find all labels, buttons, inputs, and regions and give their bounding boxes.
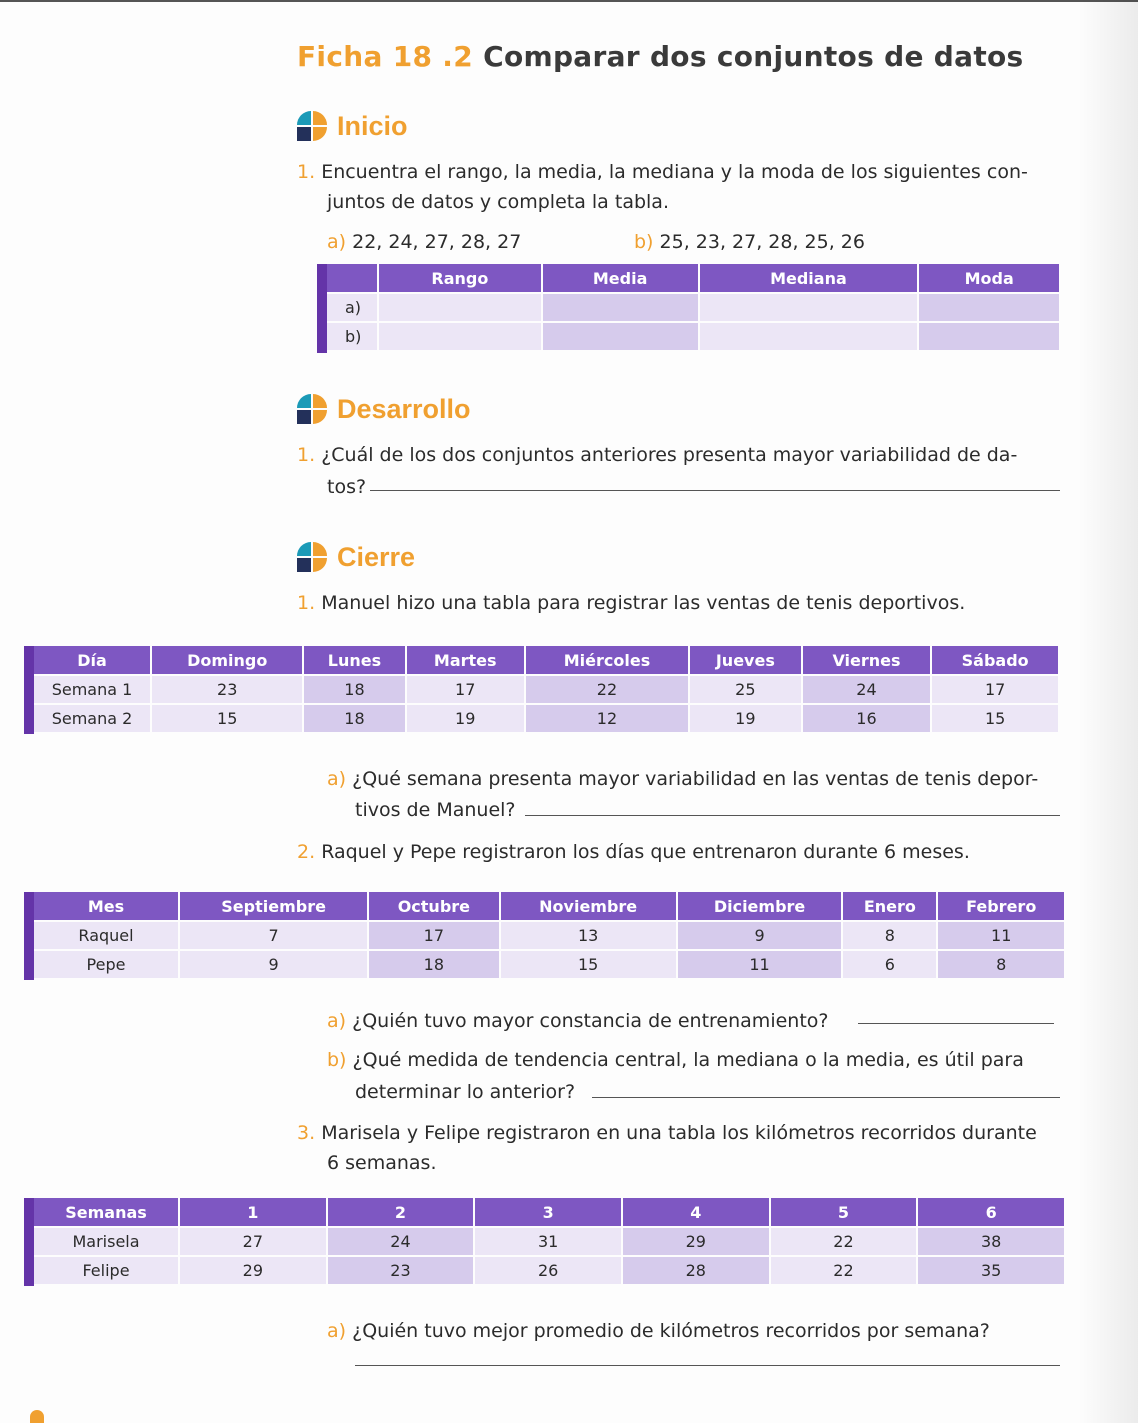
cell: 18 xyxy=(304,705,404,732)
question-text: ¿Qué medida de tendencia central, la mediana o la media, es útil para xyxy=(352,1049,1024,1071)
answer-cell[interactable] xyxy=(543,294,698,321)
question-text: ¿Qué semana presenta mayor variabilidad en las ventas de tenis depor- xyxy=(352,768,1039,790)
question-text: Raquel y Pepe registraron los días que entrenaron durante 6 meses. xyxy=(321,841,970,863)
table-row xyxy=(34,951,1064,978)
table-row xyxy=(34,705,1058,732)
row-label: Raquel xyxy=(34,922,178,949)
question-number: 1. xyxy=(297,444,316,466)
subquestion-label: b) xyxy=(327,1049,347,1071)
page-title xyxy=(297,40,1024,73)
cell: 27 xyxy=(180,1228,326,1255)
cell: 19 xyxy=(690,705,801,732)
cell: 15 xyxy=(152,705,302,732)
cell: 8 xyxy=(938,951,1064,978)
set-a-label: a) xyxy=(327,231,347,253)
row-label: Semana 2 xyxy=(34,705,150,732)
table-row xyxy=(34,922,1064,949)
cell: 16 xyxy=(803,705,931,732)
cell: 6 xyxy=(843,951,936,978)
header-mediana: Mediana xyxy=(700,264,918,292)
cell: 29 xyxy=(180,1257,326,1284)
row-label: Pepe xyxy=(34,951,178,978)
cell: 13 xyxy=(501,922,676,949)
header-mes: Mes xyxy=(34,892,178,920)
answer-cell[interactable] xyxy=(700,323,918,350)
cell: 17 xyxy=(932,676,1058,703)
worksheet-title: Comparar dos conjuntos de datos xyxy=(483,40,1024,73)
cell: 17 xyxy=(407,676,524,703)
question-number: 1. xyxy=(297,592,316,614)
question-text: Marisela y Felipe registraron en una tabla los kilómetros recorridos durante xyxy=(321,1122,1037,1144)
cell: 18 xyxy=(304,676,404,703)
table-row xyxy=(34,1257,1064,1284)
cell: 35 xyxy=(918,1257,1064,1284)
answer-cell[interactable] xyxy=(379,294,541,321)
cierre-q1a-line1 xyxy=(327,767,1038,791)
answer-line[interactable] xyxy=(858,1023,1054,1024)
answer-line[interactable] xyxy=(592,1097,1060,1098)
header-noviembre: Noviembre xyxy=(501,892,676,920)
section-desarrollo-title: Desarrollo xyxy=(337,393,471,424)
answer-cell[interactable] xyxy=(379,323,541,350)
inicio-q1-line2: juntos de datos y completa la tabla. xyxy=(327,191,669,213)
section-icon xyxy=(297,394,327,424)
corner-cell xyxy=(327,264,377,292)
header-week-4: 4 xyxy=(623,1198,769,1226)
page-fold-shadow xyxy=(1078,0,1138,1423)
cell: 15 xyxy=(501,951,676,978)
kilometros-table xyxy=(32,1196,1066,1286)
desarrollo-q1-line2: tos? xyxy=(327,476,367,498)
row-label-a: a) xyxy=(327,294,377,321)
inicio-stats-table xyxy=(325,262,1061,352)
cell: 38 xyxy=(918,1228,1064,1255)
section-inicio-title: Inicio xyxy=(337,110,408,141)
answer-cell[interactable] xyxy=(700,294,918,321)
set-a-values: 22, 24, 27, 28, 27 xyxy=(352,231,522,253)
cell: 9 xyxy=(180,951,367,978)
cierre-q2 xyxy=(297,840,970,864)
cell: 19 xyxy=(407,705,524,732)
cierre-q3-line1 xyxy=(297,1121,1037,1145)
set-b-label: b) xyxy=(634,231,654,253)
cell: 23 xyxy=(328,1257,474,1284)
answer-line[interactable] xyxy=(370,490,1060,491)
header-octubre: Octubre xyxy=(369,892,498,920)
question-text: ¿Cuál de los dos conjuntos anteriores presenta mayor variabilidad de da- xyxy=(321,444,1018,466)
header-week-1: 1 xyxy=(180,1198,326,1226)
header-septiembre: Septiembre xyxy=(180,892,367,920)
cell: 28 xyxy=(623,1257,769,1284)
row-label: Semana 1 xyxy=(34,676,150,703)
cell: 22 xyxy=(771,1228,917,1255)
cierre-q2a xyxy=(327,1009,828,1033)
subquestion-label: a) xyxy=(327,1320,347,1342)
question-number: 2. xyxy=(297,841,316,863)
subquestion-label: a) xyxy=(327,1010,347,1032)
header-week-5: 5 xyxy=(771,1198,917,1226)
answer-line[interactable] xyxy=(525,815,1060,816)
header-viernes: Viernes xyxy=(803,646,931,674)
cell: 18 xyxy=(369,951,498,978)
cierre-q1 xyxy=(297,591,965,615)
cell: 22 xyxy=(771,1257,917,1284)
row-label-b: b) xyxy=(327,323,377,350)
header-enero: Enero xyxy=(843,892,936,920)
header-martes: Martes xyxy=(407,646,524,674)
section-desarrollo-heading xyxy=(297,391,471,427)
cell: 24 xyxy=(803,676,931,703)
page-top-edge xyxy=(0,0,1138,2)
section-icon xyxy=(297,111,327,141)
header-week-3: 3 xyxy=(475,1198,621,1226)
answer-line[interactable] xyxy=(355,1365,1060,1366)
header-febrero: Febrero xyxy=(938,892,1064,920)
cell: 8 xyxy=(843,922,936,949)
entrenamiento-table xyxy=(32,890,1066,980)
set-a xyxy=(327,230,521,254)
cell: 22 xyxy=(526,676,688,703)
header-moda: Moda xyxy=(919,264,1059,292)
header-diciembre: Diciembre xyxy=(678,892,842,920)
header-miercoles: Miércoles xyxy=(526,646,688,674)
cell: 7 xyxy=(180,922,367,949)
cell: 12 xyxy=(526,705,688,732)
question-text: Encuentra el rango, la media, la mediana y la moda de los siguientes con- xyxy=(321,161,1028,183)
cell: 15 xyxy=(932,705,1058,732)
cierre-q2b-line2: determinar lo anterior? xyxy=(355,1081,576,1103)
section-cierre-title: Cierre xyxy=(337,541,416,572)
row-label: Felipe xyxy=(34,1257,178,1284)
ventas-table xyxy=(32,644,1060,734)
answer-cell[interactable] xyxy=(919,323,1059,350)
set-b-values: 25, 23, 27, 28, 25, 26 xyxy=(659,231,865,253)
inicio-q1-line1 xyxy=(297,160,1028,184)
cell: 17 xyxy=(369,922,498,949)
header-rango: Rango xyxy=(379,264,541,292)
header-media: Media xyxy=(543,264,698,292)
cierre-q1a-line2: tivos de Manuel? xyxy=(355,799,516,821)
cell: 11 xyxy=(678,951,842,978)
question-text: Manuel hizo una tabla para registrar las ventas de tenis deportivos. xyxy=(321,592,966,614)
cell: 24 xyxy=(328,1228,474,1255)
cierre-q3a xyxy=(327,1319,990,1343)
cell: 23 xyxy=(152,676,302,703)
worksheet-number: Ficha 18 .2 xyxy=(297,40,474,73)
header-semanas: Semanas xyxy=(34,1198,178,1226)
cell: 25 xyxy=(690,676,801,703)
cell: 31 xyxy=(475,1228,621,1255)
question-text: ¿Quién tuvo mejor promedio de kilómetros recorridos por semana? xyxy=(352,1320,990,1342)
header-sabado: Sábado xyxy=(932,646,1058,674)
section-icon xyxy=(297,542,327,572)
question-number: 1. xyxy=(297,161,316,183)
cierre-q3-line2: 6 semanas. xyxy=(327,1152,437,1174)
header-lunes: Lunes xyxy=(304,646,404,674)
section-inicio-heading xyxy=(297,108,408,144)
cell: 11 xyxy=(938,922,1064,949)
set-b xyxy=(634,230,865,254)
header-week-6: 6 xyxy=(918,1198,1064,1226)
desarrollo-q1-line1 xyxy=(297,443,1017,467)
question-text: ¿Quién tuvo mayor constancia de entrenamiento? xyxy=(352,1010,829,1032)
header-jueves: Jueves xyxy=(690,646,801,674)
cell: 29 xyxy=(623,1228,769,1255)
header-week-2: 2 xyxy=(328,1198,474,1226)
header-dia: Día xyxy=(34,646,150,674)
cell: 9 xyxy=(678,922,842,949)
table-row xyxy=(34,676,1058,703)
section-cierre-heading xyxy=(297,539,415,575)
answer-cell[interactable] xyxy=(919,294,1059,321)
cierre-q2b-line1 xyxy=(327,1048,1024,1072)
cell: 26 xyxy=(475,1257,621,1284)
question-number: 3. xyxy=(297,1122,316,1144)
answer-cell[interactable] xyxy=(543,323,698,350)
row-label: Marisela xyxy=(34,1228,178,1255)
subquestion-label: a) xyxy=(327,768,347,790)
header-domingo: Domingo xyxy=(152,646,302,674)
page-corner-mark xyxy=(30,1410,44,1423)
table-row xyxy=(34,1228,1064,1255)
